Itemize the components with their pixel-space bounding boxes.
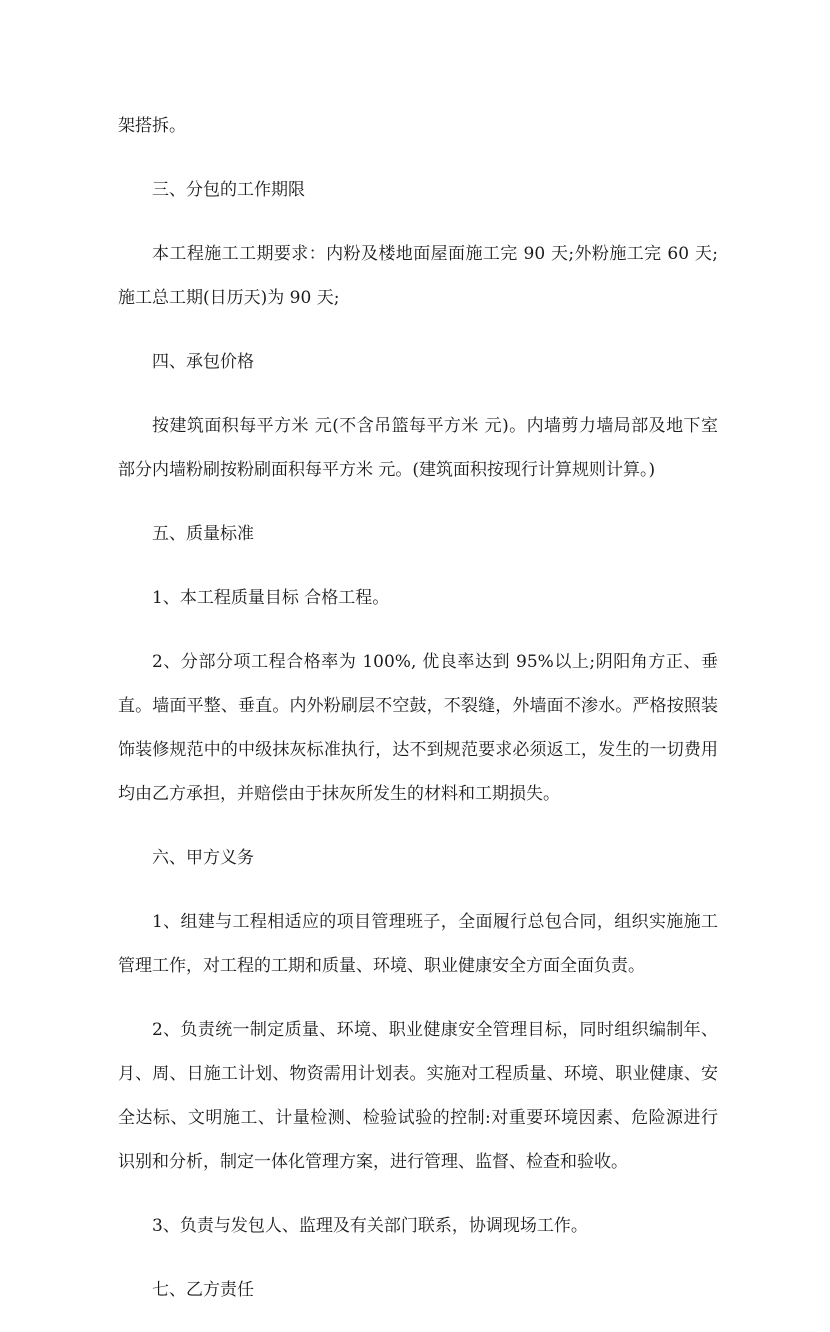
paragraph-party-a-2: 2、负责统一制定质量、环境、职业健康安全管理目标，同时组织编制年、月、周、日施工计划、物资需用计划表。实施对工程质量、环境、职业健康、安全达标、文明施工、计量检测、检验试验的控制:对重要环境因素、危险源进行识别和分析，制定一体化管理方案，进行管理、监督、检查和验收。 <box>118 1020 718 1172</box>
section-heading-7: 七、乙方责任 <box>152 1280 254 1300</box>
paragraph-quality-rate: 2、分部分项工程合格率为 100%, 优良率达到 95%以上;阴阳角方正、垂直。墙面平整、垂直。内外粉刷层不空鼓，不裂缝，外墙面不渗水。严格按照装饰装修规范中的中级抹灰标准执行，达不到规范要求必须返工，发生的一切费用均由乙方承担，并赔偿由于抹灰所发生的材料和工期损失。 <box>118 652 718 804</box>
paragraph-price: 按建筑面积每平方米 元(不含吊篮每平方米 元)。内墙剪力墙局部及地下室部分内墙粉刷按粉刷面积每平方米 元。(建筑面积按现行计算规则计算。) <box>118 416 718 480</box>
paragraph-schedule: 本工程施工工期要求：内粉及楼地面屋面施工完 90 天;外粉施工完 60 天;施工总工期(日历天)为 90 天; <box>118 244 718 308</box>
paragraph-quality-target: 1、本工程质量目标 合格工程。 <box>152 588 390 608</box>
document-body <box>118 104 718 1332</box>
paragraph-party-a-3: 3、负责与发包人、监理及有关部门联系，协调现场工作。 <box>152 1216 588 1236</box>
paragraph-party-a-1: 1、组建与工程相适应的项目管理班子，全面履行总包合同，组织实施施工管理工作，对工程的工期和质量、环境、职业健康安全方面全面负责。 <box>118 912 718 976</box>
section-heading-3: 三、分包的工作期限 <box>152 180 305 200</box>
paragraph-continuation: 架搭拆。 <box>118 116 186 136</box>
section-heading-5: 五、质量标准 <box>152 524 254 544</box>
section-heading-6: 六、甲方义务 <box>152 848 254 868</box>
section-heading-4: 四、承包价格 <box>152 352 254 372</box>
